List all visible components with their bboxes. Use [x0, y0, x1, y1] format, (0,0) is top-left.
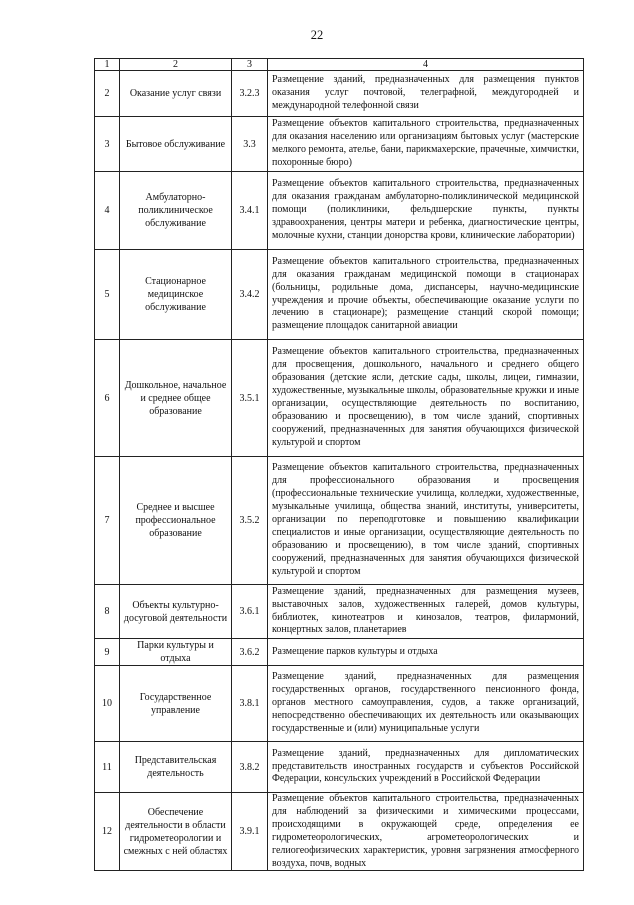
- table-row: [95, 172, 584, 250]
- use-type-description: Размещение объектов капитального строительства, предназначенных для оказания населению или организациям бытовых услуг (мастерские мелкого ремонта, ателье, бани, парикмахерские, прачечные, химчистки, похоронные бюро): [268, 117, 584, 172]
- row-number: 5: [95, 250, 120, 340]
- use-type-description: Размещение объектов капитального строительства, предназначенных для просвещения, дошкольного, начального и среднего общего образования (детские ясли, детские сады, школы, лицеи, гимназии, художественные, музыкальные школы, образовательные кружки и иные организации, осуществляющие деятельность по воспитанию, образованию и просвещению), в том числе зданий, спортивных сооружений, предназначенных для занятия обучающихся физической культурой и спортом: [268, 340, 584, 457]
- use-type-code: 3.4.2: [232, 250, 268, 340]
- use-type-name: Парки культуры и отдыха: [120, 639, 232, 666]
- header-cell-1: 1: [95, 59, 120, 71]
- use-type-description: Размещение зданий, предназначенных для дипломатических представительств иностранных государств и субъектов Российской Федерации, консульских учреждений в Российской Федерации: [268, 742, 584, 793]
- use-type-description: Размещение объектов капитального строительства, предназначенных для оказания гражданам амбулаторно-поликлинической медицинской помощи (поликлиники, фельдшерские пункты, пункты здравоохранения, центры матери и ребенка, диагностические центры, молочные кухни, станции донорства крови, клинические лаборатории): [268, 172, 584, 250]
- use-type-description: Размещение зданий, предназначенных для размещения пунктов оказания услуг почтовой, телеграфной, междугородней и международной телефонной связи: [268, 71, 584, 117]
- use-type-name: Обеспечение деятельности в области гидрометеорологии и смежных с ней областях: [120, 793, 232, 871]
- table-row: [95, 742, 584, 793]
- table-row: [95, 250, 584, 340]
- use-type-description: Размещение объектов капитального строительства, предназначенных для наблюдений за физическими и химическими процессами, происходящими в окружающей среде, определения ее гидрометеорологических, агрометеорологических и гелиогеофизических характеристик, уровня загрязнения атмосферного воздуха, почв, водных: [268, 793, 584, 871]
- row-number: 11: [95, 742, 120, 793]
- use-type-code: 3.8.1: [232, 666, 268, 742]
- table-row: [95, 71, 584, 117]
- land-use-table: [94, 58, 584, 871]
- use-type-code: 3.4.1: [232, 172, 268, 250]
- use-type-description: Размещение объектов капитального строительства, предназначенных для оказания гражданам медицинской помощи в стационарах (больницы, родильные дома, диспансеры, научно-медицинские учреждения и прочие объекты, обеспечивающие оказание услуги по лечению в стационаре); размещение станций скорой помощи; размещение площадок санитарной авиации: [268, 250, 584, 340]
- row-number: 12: [95, 793, 120, 871]
- row-number: 9: [95, 639, 120, 666]
- table-row: [95, 639, 584, 666]
- table-row: [95, 666, 584, 742]
- header-cell-3: 3: [232, 59, 268, 71]
- use-type-name: Среднее и высшее профессиональное образование: [120, 457, 232, 585]
- row-number: 10: [95, 666, 120, 742]
- header-cell-2: 2: [120, 59, 232, 71]
- header-cell-4: 4: [268, 59, 584, 71]
- row-number: 8: [95, 585, 120, 639]
- row-number: 2: [95, 71, 120, 117]
- use-type-name: Представительская деятельность: [120, 742, 232, 793]
- table-row: [95, 117, 584, 172]
- use-type-name: Амбулаторно-поликлиническое обслуживание: [120, 172, 232, 250]
- use-type-name: Государственное управление: [120, 666, 232, 742]
- use-type-code: 3.3: [232, 117, 268, 172]
- use-type-description: Размещение парков культуры и отдыха: [268, 639, 584, 666]
- use-type-description: Размещение объектов капитального строительства, предназначенных для профессионального образования и просвещения (профессиональные технические училища, колледжи, художественные, музыкальные училища, общества знаний, институты, университеты, организации по переподготовке и повышению квалификации специалистов и иные организации, осуществляющие деятельность по образованию и просвещению), в том числе зданий, спортивных сооружений, предназначенных для занятия обучающихся физической культурой и спортом: [268, 457, 584, 585]
- use-type-description: Размещение зданий, предназначенных для размещения государственных органов, государственного пенсионного фонда, органов местного самоуправления, судов, а также организаций, непосредственно обеспечивающих их деятельность или оказывающих государственные и (или) муниципальные услуги: [268, 666, 584, 742]
- use-type-name: Объекты культурно-досуговой деятельности: [120, 585, 232, 639]
- use-type-code: 3.9.1: [232, 793, 268, 871]
- use-type-name: Бытовое обслуживание: [120, 117, 232, 172]
- table-row: [95, 457, 584, 585]
- table-row: [95, 793, 584, 871]
- use-type-code: 3.6.1: [232, 585, 268, 639]
- use-type-code: 3.5.1: [232, 340, 268, 457]
- use-type-code: 3.5.2: [232, 457, 268, 585]
- table-row: [95, 585, 584, 639]
- use-type-name: Оказание услуг связи: [120, 71, 232, 117]
- use-type-code: 3.8.2: [232, 742, 268, 793]
- use-type-code: 3.2.3: [232, 71, 268, 117]
- table-header-row: [95, 59, 584, 71]
- row-number: 3: [95, 117, 120, 172]
- row-number: 4: [95, 172, 120, 250]
- page-number: 22: [310, 28, 324, 42]
- use-type-description: Размещение зданий, предназначенных для размещения музеев, выставочных залов, художественных галерей, домов культуры, библиотек, кинотеатров и кинозалов, театров, филармоний, концертных залов, планетариев: [268, 585, 584, 639]
- use-type-name: Дошкольное, начальное и среднее общее образование: [120, 340, 232, 457]
- row-number: 6: [95, 340, 120, 457]
- use-type-code: 3.6.2: [232, 639, 268, 666]
- table-row: [95, 340, 584, 457]
- row-number: 7: [95, 457, 120, 585]
- use-type-name: Стационарное медицинское обслуживание: [120, 250, 232, 340]
